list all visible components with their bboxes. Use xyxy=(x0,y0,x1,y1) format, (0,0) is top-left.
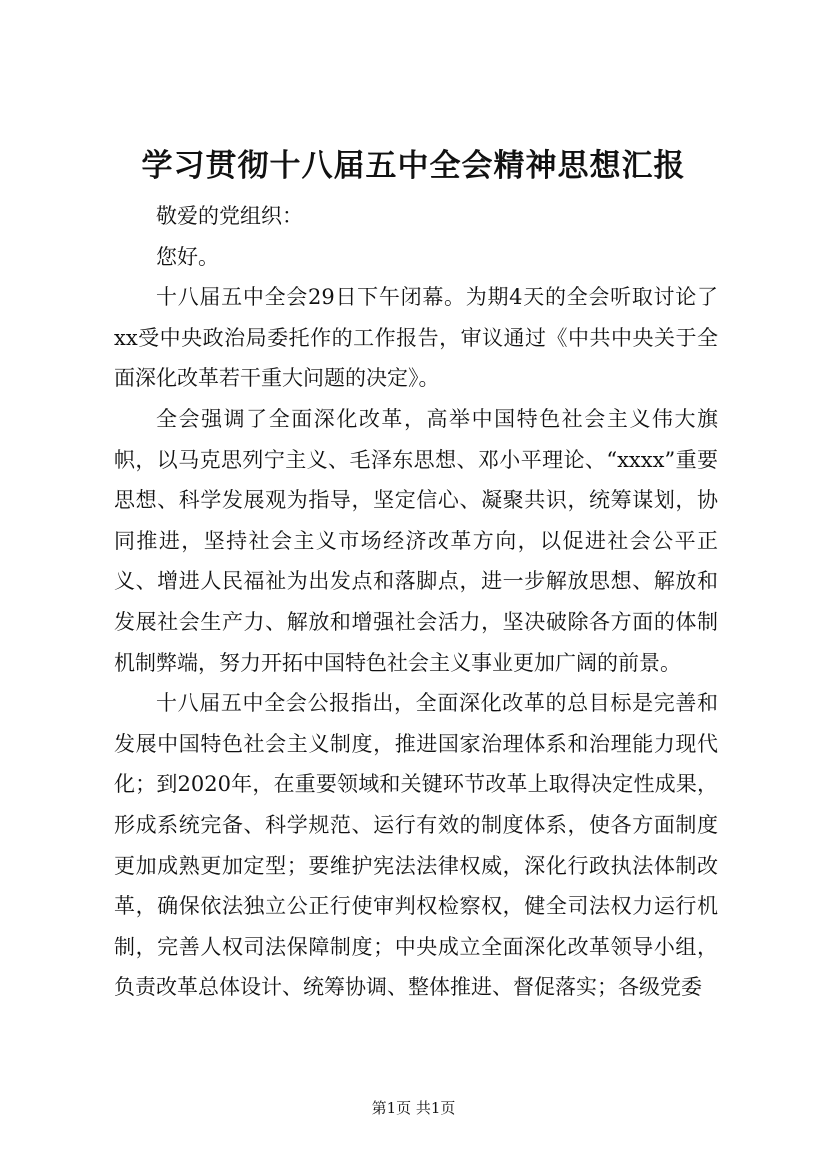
paragraph: 十八届五中全会公报指出，全面深化改革的总目标是完善和发展中国特色社会主义制度，推进国家治理体系和治理能力现代化；到2020年，在重要领域和关键环节改革上取得决定性成果，形成系统完备、科学规范、运行有效的制度体系，使各方面制度更加成熟更加定型；要维护宪法法律权威，深化行政执法体制改革，确保依法独立公正行使审判权检察权，健全司法权力运行机制，完善人权司法保障制度；中央成立全面深化改革领导小组，负责改革总体设计、统筹协调、整体推进、督促落实；各级党委 xyxy=(114,691,718,1000)
page-footer: 第1页 共1页 xyxy=(371,1099,456,1117)
paragraph: 十八届五中全会29日下午闭幕。为期4天的全会听取讨论了xx受中央政治局委托作的工作报告，审议通过《中共中央关于全面深化改革若干重大问题的决定》。 xyxy=(114,285,718,391)
paragraph: 全会强调了全面深化改革，高举中国特色社会主义伟大旗帜，以马克思列宁主义、毛泽东思想、邓小平理论、“xxxx”重要思想、科学发展观为指导，坚定信心、凝聚共识，统筹谋划，协同推进，坚持社会主义市场经济改革方向，以促进社会公平正义、增进人民福祉为出发点和落脚点，进一步解放思想、解放和发展社会生产力、解放和增强社会活力，坚决破除各方面的体制机制弊端，努力开拓中国特色社会主义事业更加广阔的前景。 xyxy=(114,406,718,675)
salutation: 敬爱的党组织： xyxy=(156,204,303,228)
greeting: 您好。 xyxy=(156,244,219,269)
document-body xyxy=(114,196,718,1008)
page-title: 学习贯彻十八届五中全会精神思想汇报 xyxy=(141,148,686,184)
